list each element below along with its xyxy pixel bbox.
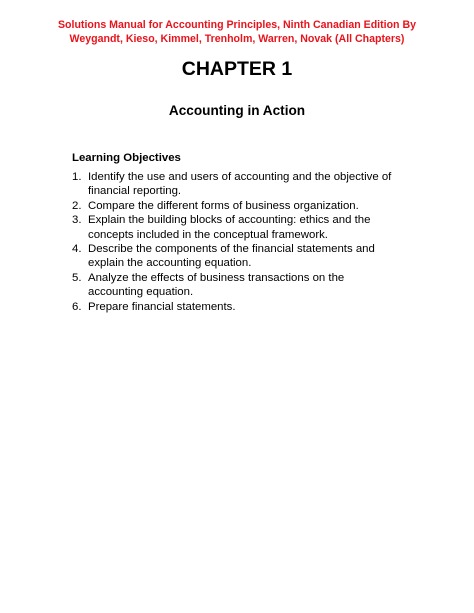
- objective-item: [72, 213, 392, 242]
- objective-number: 5.: [72, 271, 82, 284]
- objective-item: [72, 170, 392, 199]
- objective-text: Explain the building blocks of accounting: ethics and the concepts included in the conceptual framework.: [88, 214, 371, 241]
- chapter-title: CHAPTER 1: [181, 58, 293, 80]
- objective-text: Describe the components of the financial statements and explain the accounting equation.: [88, 243, 375, 270]
- objective-number: 1.: [72, 171, 82, 183]
- objective-text: Analyze the effects of business transactions on the accounting equation.: [88, 271, 345, 299]
- objective-text: Identify the use and users of accounting and the objective of financial reporting.: [88, 171, 392, 198]
- learning-objectives-heading: Learning Objectives: [72, 152, 181, 164]
- objective-item: [72, 242, 392, 271]
- objective-number: 4.: [72, 243, 82, 256]
- header-line-2: Weygandt, Kieso, Kimmel, Trenholm, Warren, Novak (All Chapters): [69, 33, 405, 45]
- objective-text: Compare the different forms of business organization.: [88, 199, 359, 212]
- objective-number: 3.: [72, 214, 82, 227]
- objective-item: [72, 300, 392, 314]
- learning-objectives-list: [72, 170, 392, 314]
- objective-item: [72, 271, 392, 300]
- header-line-1: Solutions Manual for Accounting Principles, Ninth Canadian Edition By: [57, 19, 417, 31]
- objective-item: [72, 199, 392, 213]
- objective-number: 2.: [72, 199, 82, 212]
- chapter-subtitle: Accounting in Action: [168, 103, 306, 118]
- objective-text: Prepare financial statements.: [88, 300, 236, 313]
- solutions-manual-header: [0, 18, 474, 46]
- objective-number: 6.: [72, 300, 82, 313]
